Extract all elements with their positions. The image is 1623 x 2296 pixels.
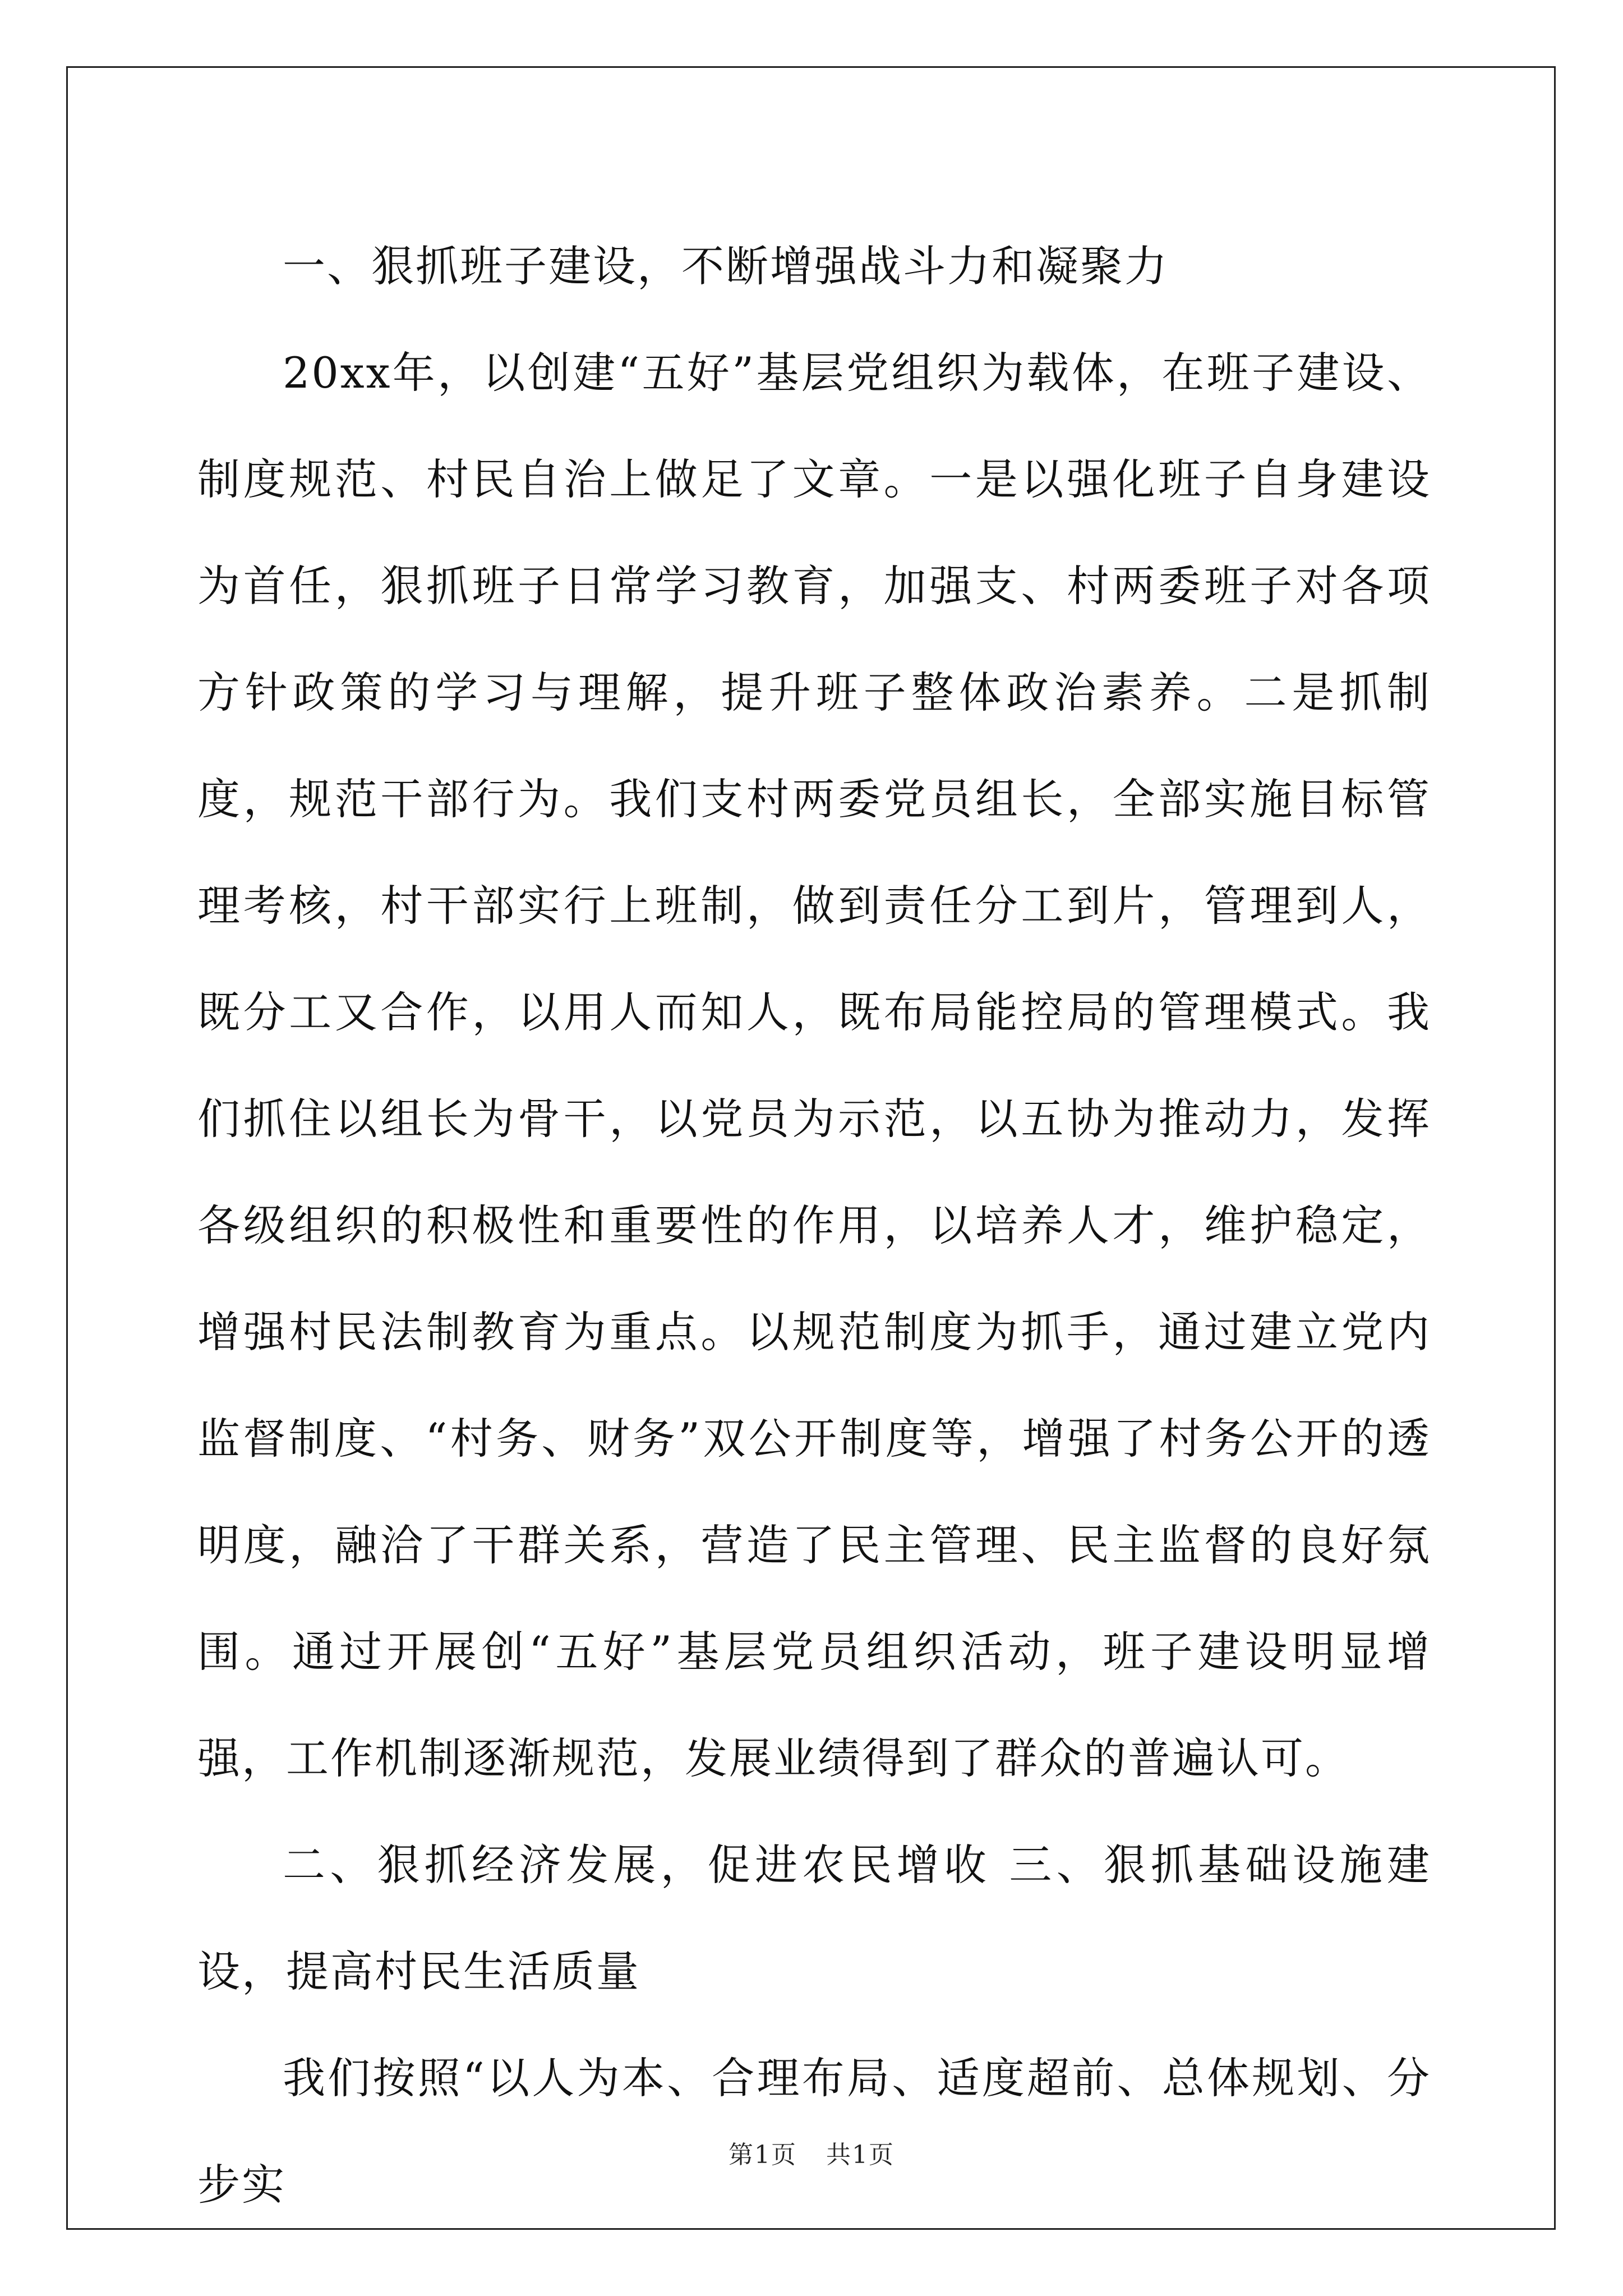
document-body	[197, 213, 1431, 2238]
section-heading-2-3: 二、狠抓经济发展，促进农民增收 三、狠抓基础设施建设，提高村民生活质量	[197, 1840, 1431, 1996]
page-number: 第1页	[728, 2141, 797, 2169]
total-pages: 共1页	[826, 2141, 895, 2169]
page-footer	[0, 2134, 1623, 2170]
section-heading-1: 一、狠抓班子建设，不断增强战斗力和凝聚力	[283, 241, 1169, 291]
body-paragraph-continued: 我们按照“以人为本、合理布局、适度超前、总体规划、分步实	[197, 2053, 1431, 2210]
body-paragraph: 20xx年，以创建“五好”基层党组织为载体，在班子建设、制度规范、村民自治上做足了文章。一是以强化班子自身建设为首任，狠抓班子日常学习教育，加强支、村两委班子对各项方针政策的学习与理解，提升班子整体政治素养。二是抓制度，规范干部行为。我们支村两委党员组长，全部实施目标管理考核，村干部实行上班制，做到责任分工到片，管理到人，既分工又合作，以用人而知人，既布局能控局的管理模式。我们抓住以组长为骨干，以党员为示范，以五协为推动力，发挥各级组织的积极性和重要性的作用，以培养人才，维护稳定，增强村民法制教育为重点。以规范制度为抓手，通过建立党内监督制度、“村务、财务”双公开制度等，增强了村务公开的透明度，融洽了干群关系，营造了民主管理、民主监督的良好氛围。通过开展创“五好”基层党员组织活动，班子建设明显增强，工作机制逐渐规范，发展业绩得到了群众的普遍认可。	[197, 348, 1431, 1783]
